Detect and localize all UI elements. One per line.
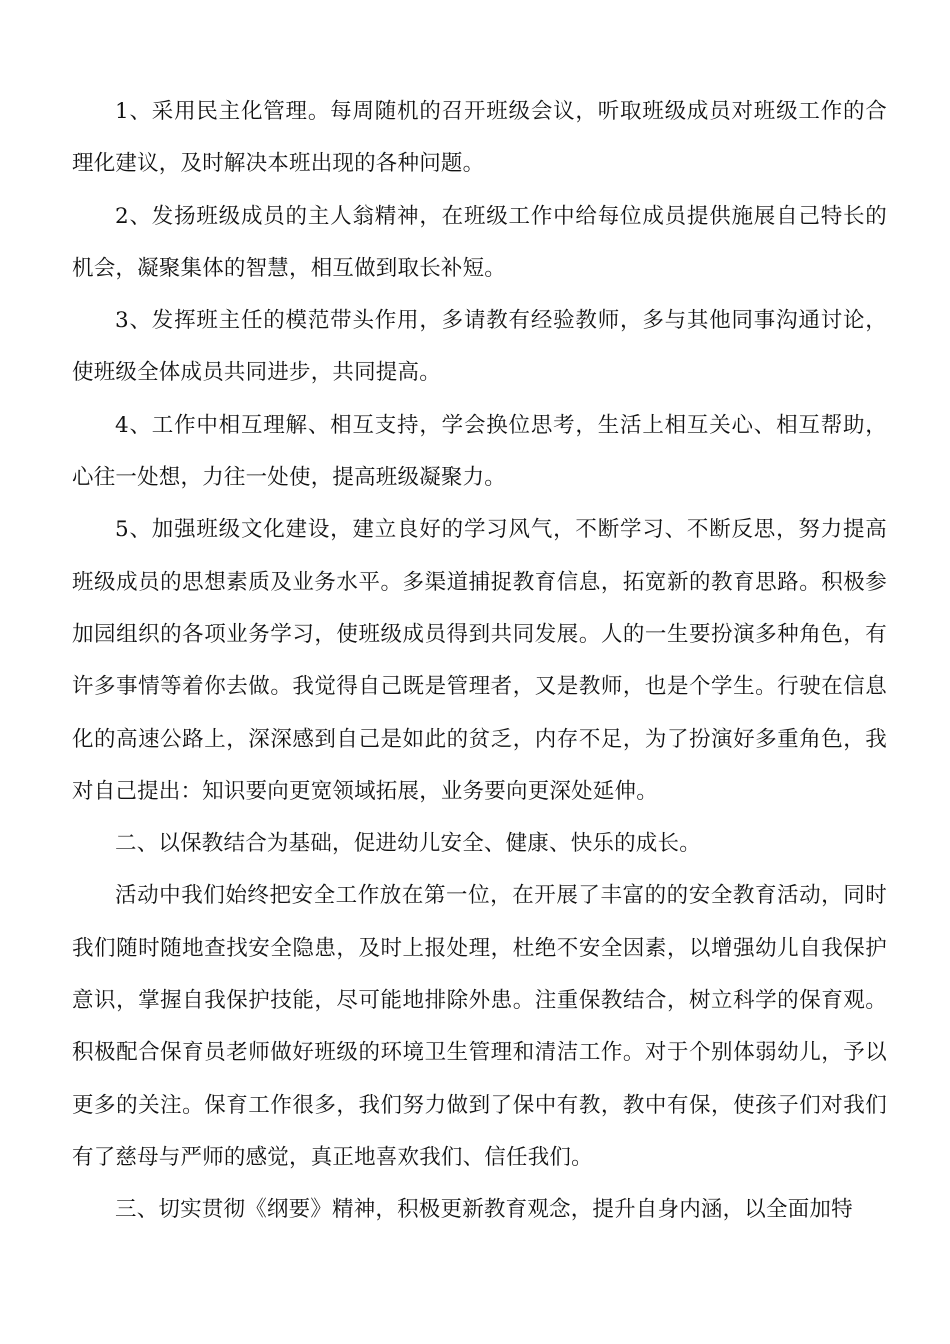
paragraph-safety: 活动中我们始终把安全工作放在第一位，在开展了丰富的的安全教育活动，同时我们随时随地查找安全隐患，及时上报处理，杜绝不安全因素，以增强幼儿自我保护意识，掌握自我保护技能，尽可能地排除外患。注重保教结合，树立科学的保育观。积极配合保育员老师做好班级的环境卫生管理和清洁工作。对于个别体弱幼儿，予以更多的关注。保育工作很多，我们努力做到了保中有教，教中有保，使孩子们对我们有了慈母与严师的感觉，真正地喜欢我们、信任我们。 <box>72 883 887 1170</box>
paragraph-item-3: 3、发挥班主任的模范带头作用，多请教有经验教师，多与其他同事沟通讨论，使班级全体成员共同进步，共同提高。 <box>72 308 887 386</box>
paragraph-item-4: 4、工作中相互理解、相互支持，学会换位思考，生活上相互关心、相互帮助，心往一处想，力往一处使，提高班级凝聚力。 <box>72 412 887 491</box>
paragraph-item-2: 2、发扬班级成员的主人翁精神，在班级工作中给每位成员提供施展自己特长的机会，凝聚集体的智慧，相互做到取长补短。 <box>72 203 887 281</box>
paragraph-item-5: 5、加强班级文化建设，建立良好的学习风气，不断学习、不断反思，努力提高班级成员的思想素质及业务水平。多渠道捕捉教育信息，拓宽新的教育思路。积极参加园组织的各项业务学习，使班级成员得到共同发展。人的一生要扮演多种角色，有许多事情等着你去做。我觉得自己既是管理者，又是教师，也是个学生。行驶在信息化的高速公路上，深深感到自己是如此的贫乏，内存不足，为了扮演好多重角色，我对自己提出：知识要向更宽领域拓展，业务要向更深处延伸。 <box>72 517 887 804</box>
section-heading-3: 三、切实贯彻《纲要》精神，积极更新教育观念，提升自身内涵，以全面加特 <box>115 1197 853 1223</box>
document-page <box>72 86 887 1237</box>
paragraph-item-1: 1、采用民主化管理。每周随机的召开班级会议，听取班级成员对班级工作的合理化建议，及时解决本班出现的各种问题。 <box>72 99 887 177</box>
section-heading-2: 二、以保教结合为基础，促进幼儿安全、健康、快乐的成长。 <box>115 831 701 857</box>
